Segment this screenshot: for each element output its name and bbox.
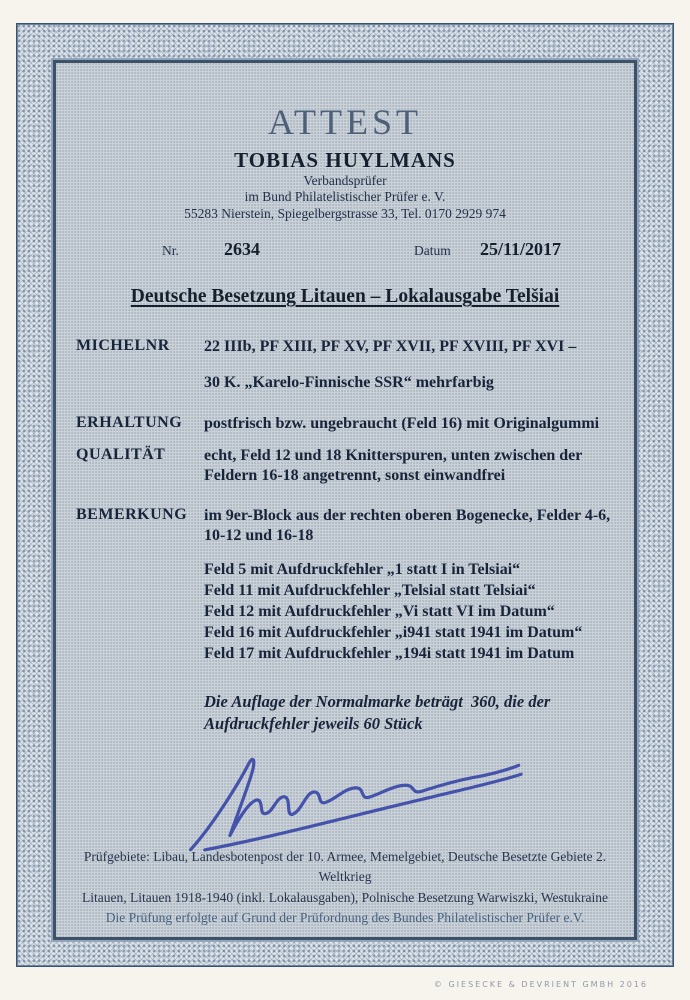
attribute-sections	[56, 337, 634, 546]
address-line: 55283 Nierstein, Spiegelbergstrasse 33, Tel. 0170 2929 974	[184, 205, 506, 221]
section-erhaltung	[56, 414, 634, 434]
section-value-line: postfrisch bzw. ungebraucht (Feld 16) mit Originalgummi	[204, 415, 600, 433]
footer-legal	[56, 847, 634, 928]
document-title: Deutsche Besetzung Litauen – Lokalausgabe Telšiai	[130, 286, 560, 308]
section-value-line: im 9er-Block aus der rechten oberen Bogenecke, Felder 4-6,	[204, 507, 611, 525]
footer-line: Die Prüfung erfolgte auf Grund der Prüfordnung des Bundes Philatelistischer Prüfer e.V.	[105, 909, 585, 925]
certificate-body	[53, 60, 637, 940]
section-value	[204, 414, 624, 434]
section-value-line: 30 K. „Karelo-Finnische SSR“ mehrfarbig	[204, 374, 494, 392]
error-item: Feld 16 mit Aufdruckfehler „i941 statt 1941 im Datum“	[204, 624, 583, 642]
section-michelnr	[56, 337, 634, 393]
error-item: Feld 17 mit Aufdruckfehler „194i statt 1941 im Datum	[204, 645, 575, 663]
section-label: MICHELNR	[76, 337, 170, 355]
overprint-error-list	[56, 559, 634, 664]
printer-credit: © GIESECKE & DEVRIENT GMBH 2016	[433, 980, 648, 989]
association-line: im Bund Philatelistischer Prüfer e. V.	[244, 189, 446, 205]
certificate-number: 2634	[224, 239, 260, 260]
examiner-name: TOBIAS HUYLMANS	[234, 148, 456, 172]
section-value-line: 10-12 und 16-18	[204, 527, 314, 545]
section-value-line: Feldern 16-18 angetrennt, sonst einwandfrei	[204, 467, 506, 485]
signature-ink	[172, 736, 537, 855]
section-label: BEMERKUNG	[76, 506, 188, 524]
error-item: Feld 5 mit Aufdruckfehler „1 statt I in Telsiai“	[204, 561, 521, 579]
section-label: QUALITÄT	[76, 446, 166, 464]
section-value-line: echt, Feld 12 und 18 Knitterspuren, unten zwischen der	[204, 447, 583, 465]
edition-note-line: Aufdruckfehler jeweils 60 Stück	[204, 714, 423, 734]
error-item: Feld 11 mit Aufdruckfehler „Telsial statt Telsiai“	[204, 582, 536, 600]
certificate-date: 25/11/2017	[480, 239, 562, 260]
error-item: Feld 12 mit Aufdruckfehler „Vi statt VI im Datum“	[204, 603, 555, 621]
section-value-line: 22 IIIb, PF XIII, PF XV, PF XVII, PF XVIII, PF XVI –	[204, 338, 577, 356]
edition-note	[56, 691, 634, 735]
examiner-role: Verbandsprüfer	[303, 173, 387, 188]
footer-line: Litauen, Litauen 1918-1940 (inkl. Lokalausgaben), Polnische Besetzung Warwiszki, Westukraine	[82, 889, 608, 905]
nr-label: Nr.	[162, 243, 179, 259]
section-qualitaet	[56, 446, 634, 486]
section-value	[204, 506, 624, 546]
section-label: ERHALTUNG	[76, 414, 183, 432]
edition-note-line: Die Auflage der Normalmarke beträgt 360, die der	[204, 692, 551, 712]
footer-line: Prüfgebiete: Libau, Landesbotenpost der 10. Armee, Memelgebiet, Deutsche Besetzte Gebiete 2. Weltkrieg	[83, 849, 607, 885]
datum-label: Datum	[414, 243, 451, 259]
attest-heading: ATTEST	[268, 102, 422, 142]
section-value	[204, 337, 624, 393]
section-bemerkung	[56, 506, 634, 546]
section-value	[204, 446, 624, 486]
signature-area	[56, 745, 634, 850]
certificate-meta-row	[56, 239, 634, 260]
